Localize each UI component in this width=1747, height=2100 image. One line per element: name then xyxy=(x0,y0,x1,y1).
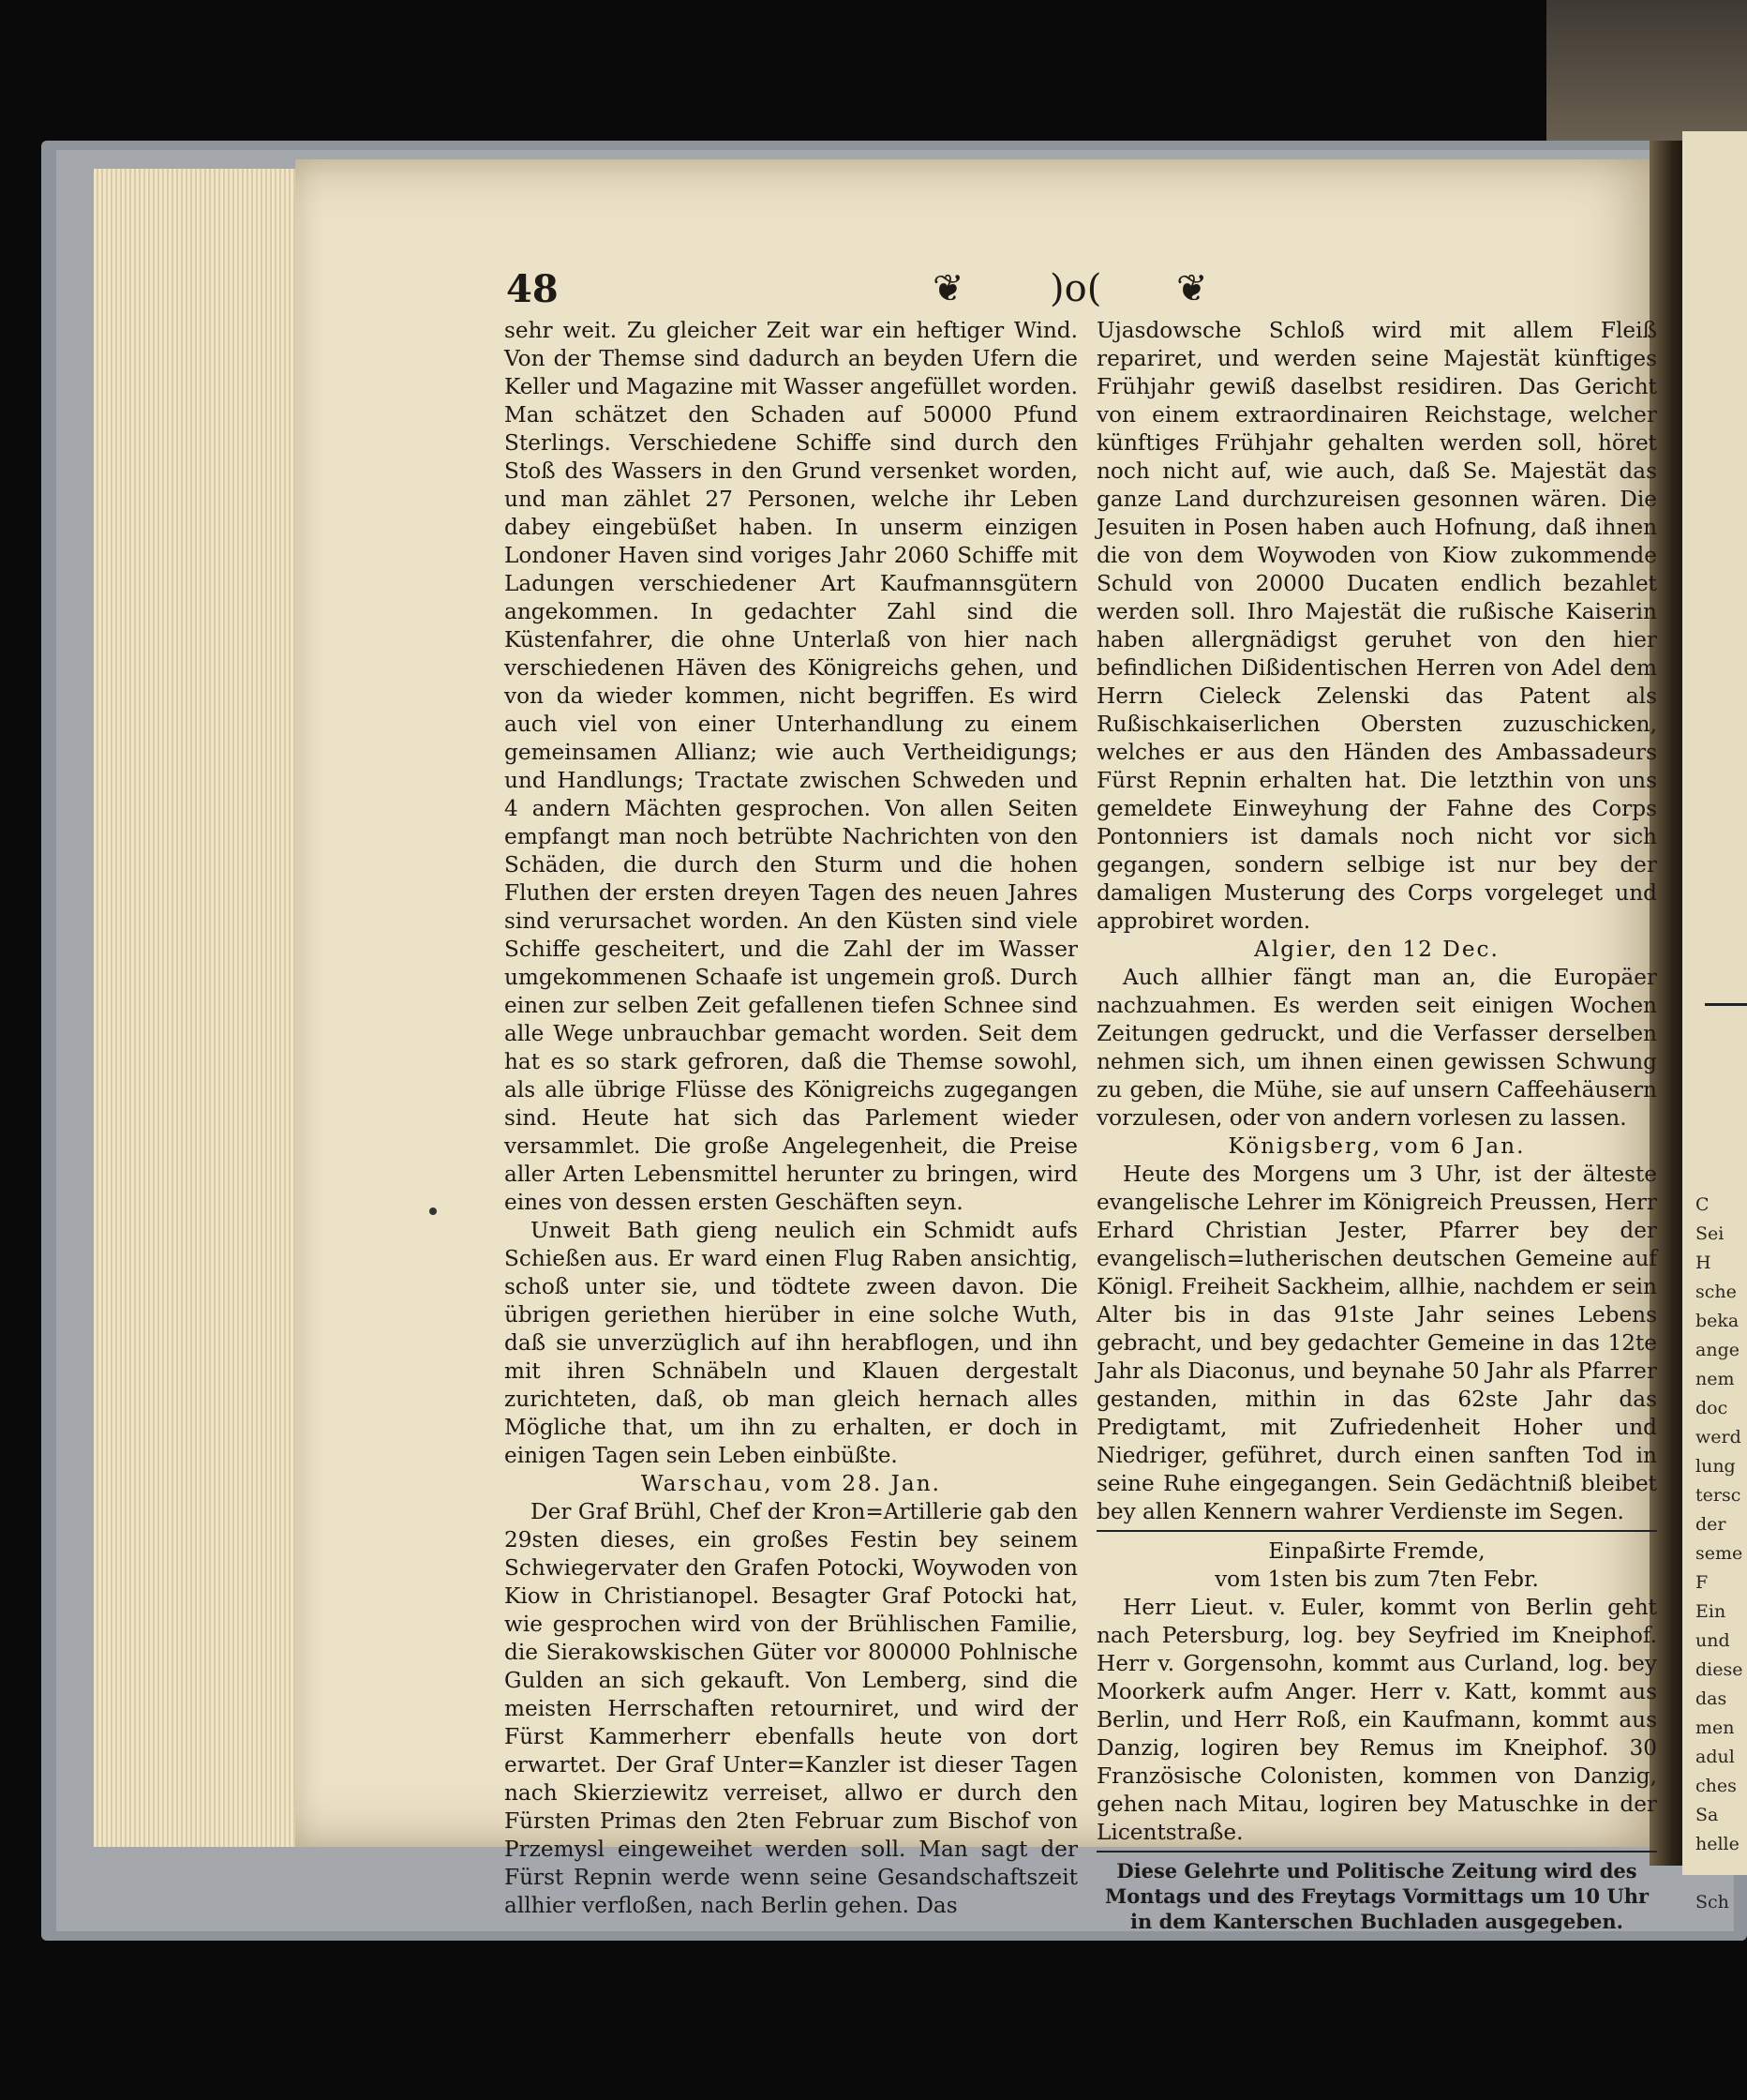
paragraph: Ujasdowsche Schloß wird mit allem Fleiß repariret, und werden seine Majestät künftiges Frühjahr gewiß daselbst residiren. Das Gericht von einem extraordinairen Reichstage, welcher künftiges Frühjahr gehalten werden soll, höret noch nicht auf, wie auch, daß Se. Majestät das ganze Land durchzureisen gesonnen wären. Die Jesuiten in Posen haben auch Hofnung, daß ihnen die von dem Woywoden von Kiow zukommende Schuld von 20000 Ducaten endlich bezahlet werden soll. Ihro Majestät die rußische Kaiserin haben allergnädigst geruhet von den hier befindlichen Dißidentischen Herren von Adel dem Herrn Cieleck Zelenski das Patent als Rußischkaiserlichen Obersten zuzuschicken, welches er aus den Händen des Ambassadeurs Fürst Repnin erhalten hat. Die letzthin von uns gemeldete Einweyhung der Fahne des Corps Pontonniers ist damals noch nicht vor sich gegangen, sondern selbige ist nur bey der damaligen Musterung des Corps vorgeleget und approbiret worden. xyxy=(1097,318,1657,934)
dateline-heading: Königsberg, vom 6 Jan. xyxy=(1228,1133,1526,1159)
facing-page-fragment: ange xyxy=(1695,1340,1740,1360)
dateline-heading: Warschau, vom 28. Jan. xyxy=(640,1471,942,1496)
left-text-column xyxy=(504,317,1078,1920)
facing-page-fragment: H xyxy=(1695,1252,1711,1273)
facing-page-fragment: F xyxy=(1695,1572,1709,1593)
facing-page-fragment: doc xyxy=(1695,1398,1728,1418)
facing-page-fragments xyxy=(1695,1191,1747,1917)
facing-page-fragment: und xyxy=(1695,1630,1730,1651)
facing-page-fragment: werd xyxy=(1695,1427,1741,1448)
facing-page-fragment: Sch xyxy=(1695,1892,1729,1912)
paragraph: Der Graf Brühl, Chef der Kron=Artillerie gab den 29sten dieses, ein großes Festin bey seinem Schwiegervater den Grafen Potocki, Woywoden von Kiow in Christianopel. Besagter Graf Potocki hat, wie gesprochen wird von der Brühlischen Familie, die Sierakowskischen Güter vor 800000 Pohlnische Gulden an sich gekauft. Von Lemberg, sind die meisten Herrschaften retourniret, und wird der Fürst Kammerherr ebenfalls heute von dort erwartet. Der Graf Unter=Kanzler ist dieser Tagen nach Skierziewitz verreiset, allwo er durch den Fürsten Primas den 2ten Februar zum Bischof von Przemysl eingeweihet werden soll. Man sagt der Fürst Repnin werde wenn seine Gesandschaftszeit allhier verfloßen, nach Berlin gehen. Das xyxy=(504,1499,1078,1918)
facing-page-fragment: diese xyxy=(1695,1659,1743,1680)
page-number: 48 xyxy=(506,267,559,311)
facing-page-fragment: Ein xyxy=(1695,1601,1726,1622)
facing-page-fragment: tersc xyxy=(1695,1485,1741,1506)
paragraph: Herr Lieut. v. Euler, kommt von Berlin geht nach Petersburg, log. bey Seyfried im Kneiphof. Herr v. Gorgensohn, kommt aus Curland, log. bey Moorkerk aufm Anger. Herr v. Katt, kommt aus Berlin, und Herr Roß, ein Kaufmann, kommt aus Danzig, logiren bey Remus im Kneiphof. 30 Französische Colonisten, kommen von Danzig, gehen nach Mitau, logiren bey Matuschke in der Licentstraße. xyxy=(1097,1595,1657,1845)
paragraph: Heute des Morgens um 3 Uhr, ist der älteste evangelische Lehrer im Königreich Preussen, Herr Erhard Christian Jester, Pfarrer bey der evangelisch=lutherischen deutschen Gemeine auf Königl. Freiheit Sackheim, allhie, nachdem er sein Alter bis in das 91ste Jahr seines Lebens gebracht, und bey gedachter Gemeine in das 12te Jahr als Diaconus, und beynahe 50 Jahr als Pfarrer gestanden, mithin in das 62ste Jahr das Predigtamt, mit Zufriedenheit Hoher und Niedriger, geführet, durch einen sanften Tod in seine Ruhe eingegangen. Sein Gedächtniß bleibet bey allen Kennern wahrer Verdienste im Segen. xyxy=(1097,1162,1657,1524)
facing-page-fragment: adul xyxy=(1695,1747,1735,1767)
facing-page-fragment: nem xyxy=(1695,1369,1735,1389)
paragraph: sehr weit. Zu gleicher Zeit war ein heftiger Wind. Von der Themse sind dadurch an beyden Ufern die Keller und Magazine mit Wasser angefüllet worden. Man schätzet den Schaden auf 50000 Pfund Sterlings. Verschiedene Schiffe sind durch den Stoß des Wassers in den Grund versenket worden, und man zählet 27 Personen, welche ihr Leben dabey eingebüßet haben. In unserm einzigen Londoner Haven sind voriges Jahr 2060 Schiffe mit Ladungen verschiedener Art Kaufmannsgütern angekommen. In gedachter Zahl sind die Küstenfahrer, die ohne Unterlaß von hier nach verschiedenen Häven des Königreichs gehen, und von da wieder kommen, nicht begriffen. Es wird auch viel von einer Unterhandlung zu einem gemeinsamen Allianz; wie auch Vertheidigungs; und Handlungs; Tractate zwischen Schweden und 4 andern Mächten gesprochen. Von allen Seiten empfangt man noch betrübte Nachrichten von den Schäden, die durch den Sturm und die hohen Fluthen der ersten dreyen Tagen des neuen Jahres sind verursachet worden. An den Küsten sind viele Schiffe gescheitert, und die Zahl der im Wasser umgekommenen Schaafe ist ungemein groß. Durch einen zur selben Zeit gefallenen tiefen Schnee sind alle Wege unbrauchbar gemacht worden. Seit dem hat es so stark gefroren, daß die Themse sowohl, als alle übrige Flüsse des Königreichs zugegangen sind. Heute hat sich das Parlement wieder versammlet. Die große Angelegenheit, die Preise aller Arten Lebensmittel herunter zu bringen, wird eines von dessen ersten Geschäften seyn. xyxy=(504,318,1078,1215)
adjacent-book xyxy=(1546,0,1747,141)
facing-page-rule xyxy=(1705,1003,1747,1006)
ink-spot xyxy=(429,1208,437,1215)
facing-page-fragment: sche xyxy=(1695,1282,1737,1302)
page-header xyxy=(506,267,1659,314)
facing-page xyxy=(1682,131,1747,1912)
facing-page-fragment: seme xyxy=(1695,1543,1743,1564)
facing-page-fragment: helle xyxy=(1695,1834,1740,1854)
facing-page-fragment: C xyxy=(1695,1194,1710,1215)
section-rule xyxy=(1097,1851,1657,1852)
page-edges xyxy=(94,169,309,1847)
fleuron-ornament-icon: ❦ xyxy=(1176,267,1208,310)
facing-page-fragment: ches xyxy=(1695,1776,1737,1796)
facing-page-fragment: Sa xyxy=(1695,1805,1719,1825)
section-heading: vom 1sten bis zum 7ten Febr. xyxy=(1215,1567,1539,1592)
dateline-heading: Algier, den 12 Dec. xyxy=(1254,937,1500,962)
facing-page-fragment: das xyxy=(1695,1688,1727,1709)
section-rule xyxy=(1097,1530,1657,1532)
colophon: Diese Gelehrte und Politische Zeitung wird des Montags und des Freytags Vormittags um 10 Uhr in dem Kanterschen Buchladen ausgegeben. xyxy=(1104,1859,1650,1933)
right-text-column xyxy=(1097,317,1657,1934)
section-heading: Einpaßirte Fremde, xyxy=(1268,1538,1486,1564)
facing-page-fragment: Sei xyxy=(1695,1223,1725,1244)
facing-page-fragment xyxy=(1695,1859,1747,1888)
header-ornament: )o( xyxy=(1050,267,1102,310)
facing-page-fragment: der xyxy=(1695,1514,1726,1535)
facing-page-fragment: lung xyxy=(1695,1456,1736,1477)
paragraph: Auch allhier fängt man an, die Europäer nachzuahmen. Es werden seit einigen Wochen Zeitungen gedruckt, und die Verfasser derselben nehmen sich, um ihnen einen gewissen Schwung zu geben, die Mühe, sie auf unsern Caffeehäusern vorzulesen, oder von andern vorlesen zu lassen. xyxy=(1097,965,1657,1131)
fleuron-ornament-icon: ❦ xyxy=(933,267,964,310)
paragraph: Unweit Bath gieng neulich ein Schmidt aufs Schießen aus. Er ward einen Flug Raben ansichtig, schoß unter sie, und tödtete zween davon. Die übrigen geriethen hierüber in eine solche Wuth, daß sie unverzüglich auf ihn herabflogen, und ihn mit ihren Schnäbeln und Klauen dergestalt zurichteten, daß, ob man gleich hernach alles Mögliche that, um ihn zu erhalten, er doch in einigen Tagen sein Leben einbüßte. xyxy=(504,1218,1078,1468)
facing-page-fragment: men xyxy=(1695,1718,1735,1738)
facing-page-fragment: beka xyxy=(1695,1311,1740,1331)
